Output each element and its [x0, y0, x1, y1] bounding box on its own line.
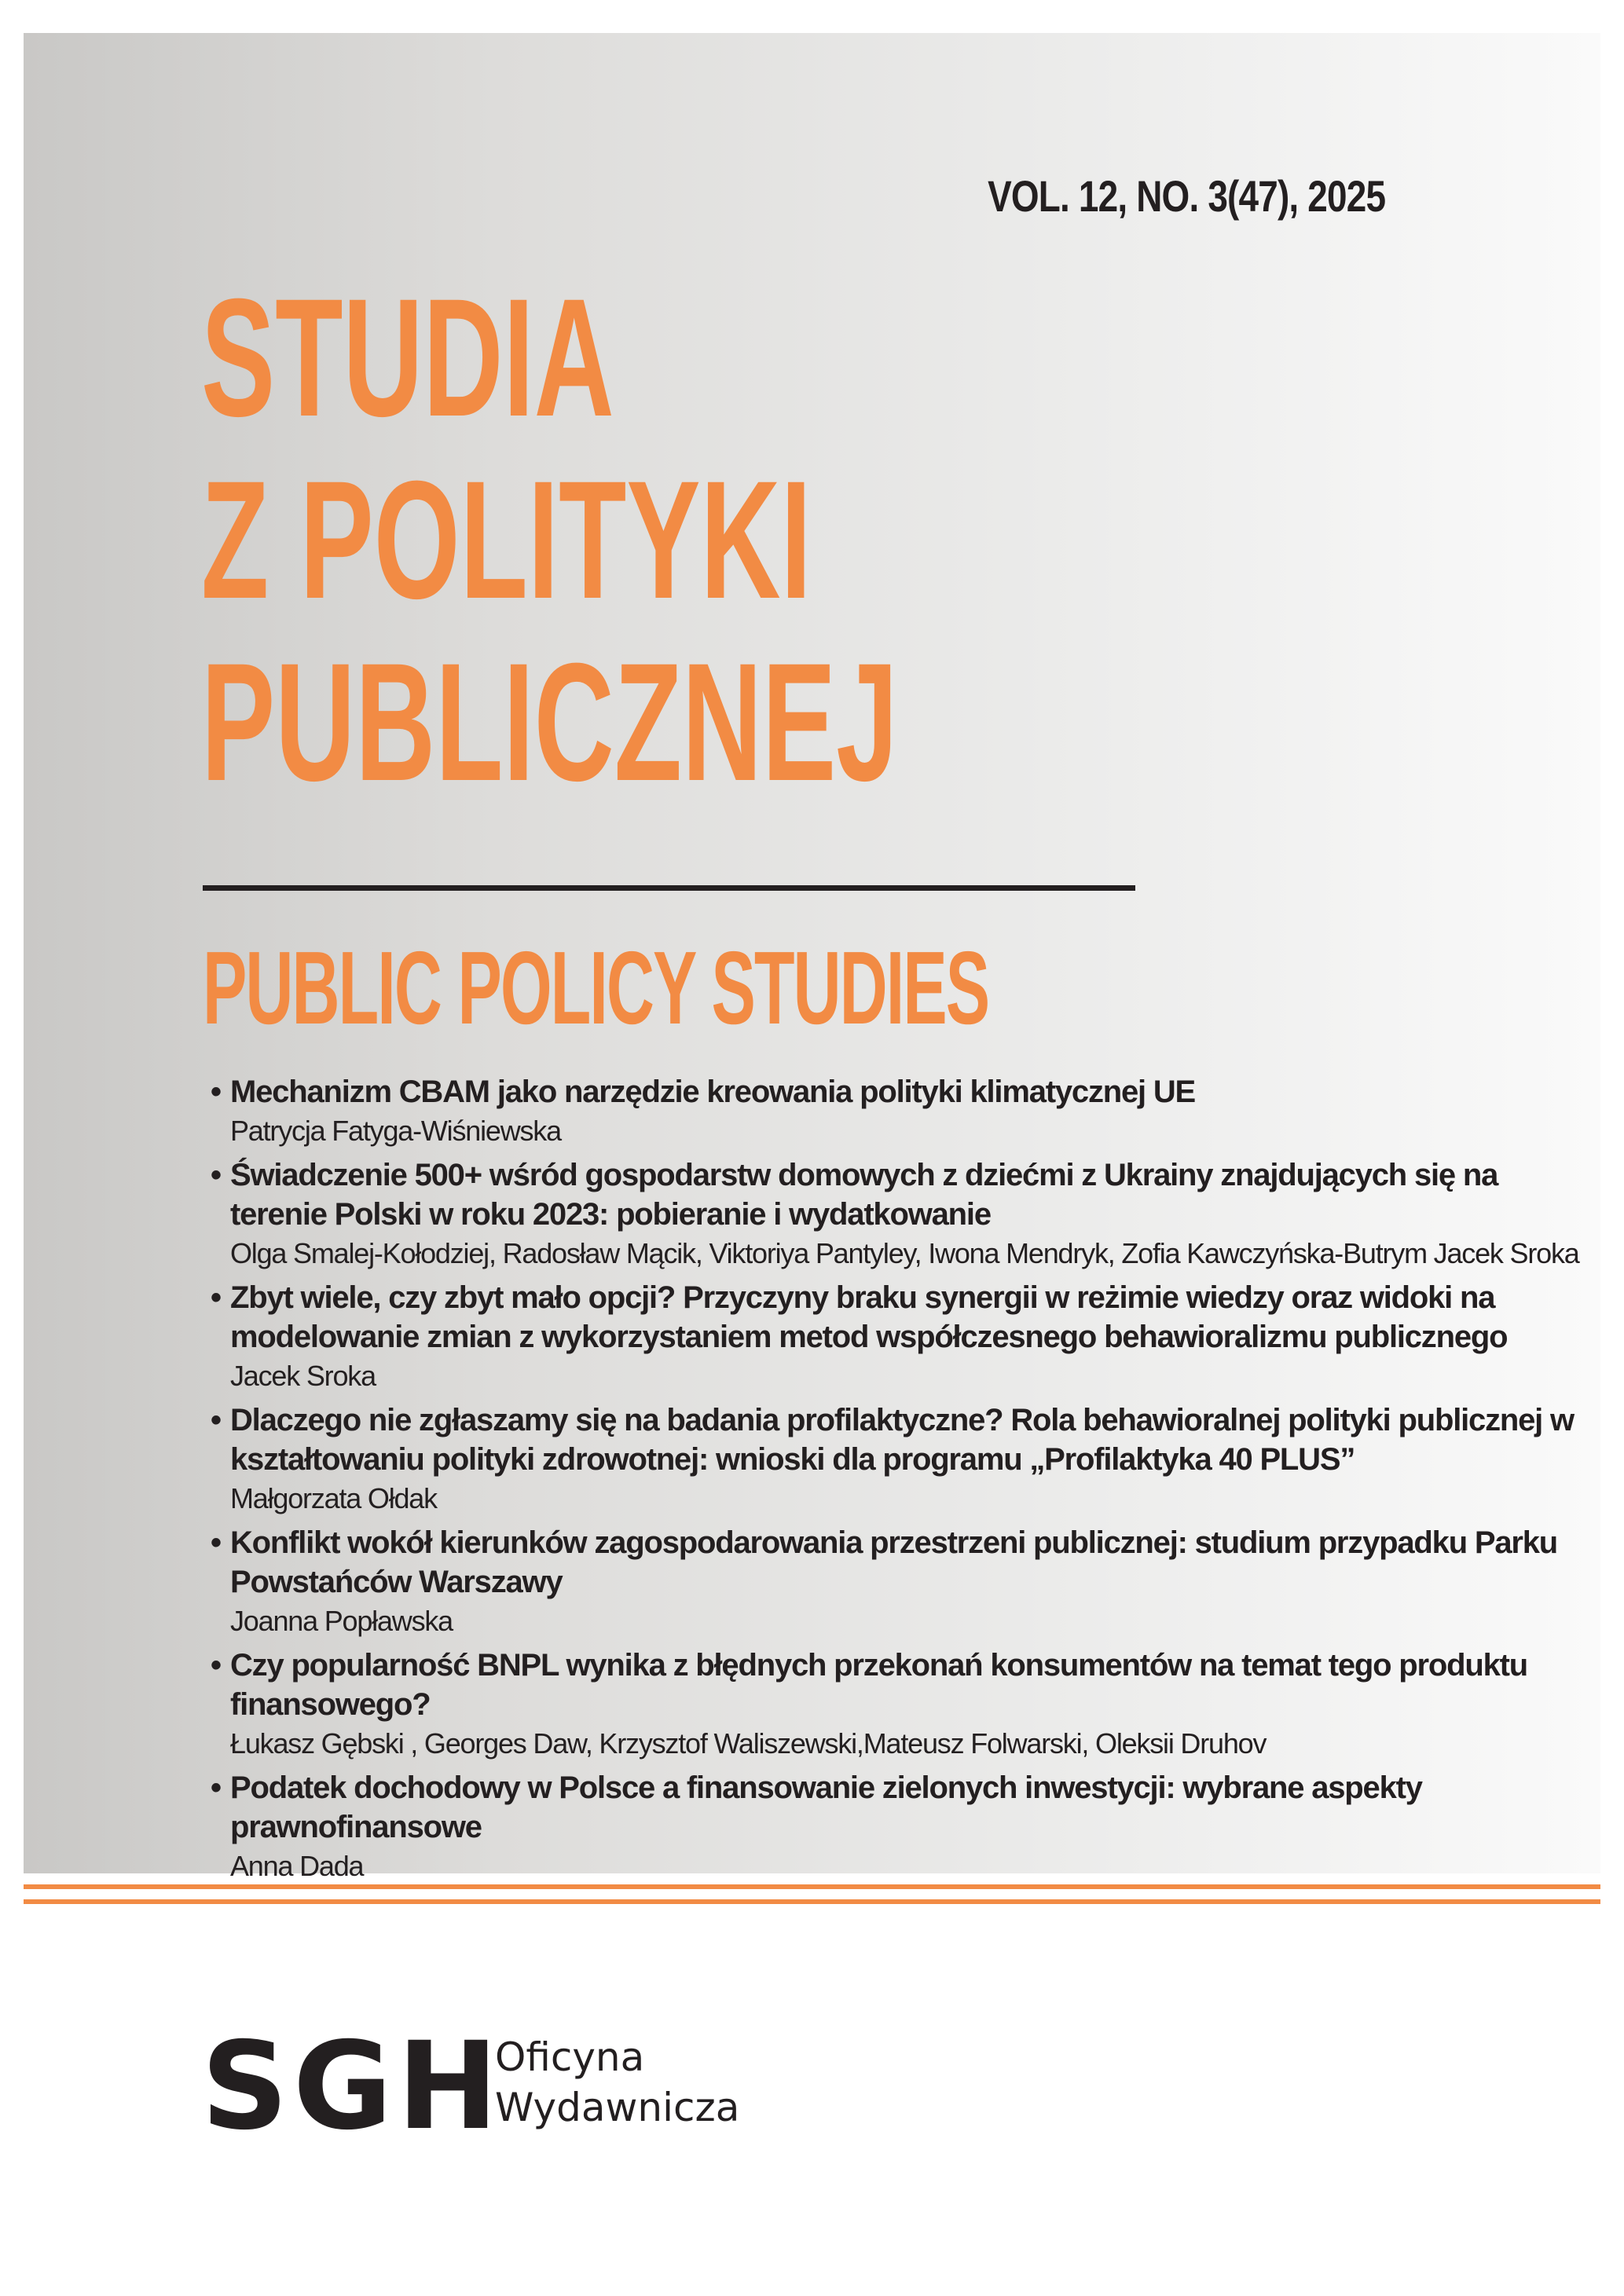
table-of-contents [211, 1072, 1586, 1891]
publisher-name [495, 2032, 739, 2133]
article-entry[interactable] [211, 1155, 1586, 1273]
sgh-logo: SGH [201, 2016, 504, 2157]
article-title: Czy popularność BNPL wynika z błędnych przekonań konsumentów na temat tego produktu finansowego? [230, 1648, 1528, 1722]
journal-title [201, 264, 898, 816]
bullet-icon: • [211, 1403, 222, 1437]
journal-subtitle: PUBLIC POLICY STUDIES [203, 930, 989, 1045]
title-line-2: Z POLITYKI [201, 446, 812, 634]
orange-rule-top [24, 1884, 1600, 1889]
bullet-icon: • [211, 1525, 222, 1560]
article-title: Świadczenie 500+ wśród gospodarstw domowych z dziećmi z Ukrainy znajdujących się na terenie Polski w roku 2023: pobieranie i wydatkowanie [230, 1158, 1498, 1232]
bullet-icon: • [211, 1648, 222, 1683]
title-line-1: STUDIA [201, 264, 614, 452]
volume-info: VOL. 12, NO. 3(47), 2025 [987, 171, 1385, 221]
article-title: Podatek dochodowy w Polsce a finansowanie zielonych inwestycji: wybrane aspekty prawnofinansowe [230, 1771, 1422, 1844]
bullet-icon: • [211, 1075, 222, 1109]
article-entry[interactable] [211, 1646, 1586, 1763]
article-title: Zbyt wiele, czy zbyt mało opcji? Przyczyny braku synergii w reżimie wiedzy oraz widoki na modelowanie zmian z wykorzystaniem metod współczesnego behawioralizmu publicznego [230, 1280, 1508, 1354]
article-title: Mechanizm CBAM jako narzędzie kreowania polityki klimatycznej UE [230, 1075, 1196, 1109]
bullet-icon: • [211, 1771, 222, 1805]
bullet-icon: • [211, 1280, 222, 1315]
article-authors: Joanna Popławska [230, 1605, 453, 1637]
article-title: Konflikt wokół kierunków zagospodarowania przestrzeni publicznej: studium przypadku Parku Powstańców Warszawy [230, 1525, 1558, 1599]
article-authors: Olga Smalej-Kołodziej, Radosław Mącik, Viktoriya Pantyley, Iwona Mendryk, Zofia Kawczyńska-Butrym Jacek Sroka [230, 1237, 1579, 1269]
article-authors: Jacek Sroka [230, 1360, 376, 1392]
article-authors: Anna Dada [230, 1850, 364, 1882]
title-divider [203, 885, 1135, 891]
article-authors: Małgorzata Ołdak [230, 1482, 437, 1514]
article-authors: Łukasz Gębski , Georges Daw, Krzysztof Waliszewski,Mateusz Folwarski, Oleksii Druhov [230, 1727, 1267, 1760]
publisher-line-1: Oficyna [495, 2034, 645, 2080]
article-entry[interactable] [211, 1401, 1586, 1518]
article-entry[interactable] [211, 1523, 1586, 1641]
article-entry[interactable] [211, 1072, 1586, 1151]
title-line-3: PUBLICZNEJ [201, 628, 898, 816]
orange-rule-bottom [24, 1899, 1600, 1904]
article-entry[interactable] [211, 1278, 1586, 1396]
article-authors: Patrycja Fatyga-Wiśniewska [230, 1115, 561, 1147]
publisher-line-2: Wydawnicza [495, 2085, 740, 2130]
article-title: Dlaczego nie zgłaszamy się na badania profilaktyczne? Rola behawioralnej polityki publicznej w kształtowaniu polityki zdrowotnej: wnioski dla programu „Profilaktyka 40 PLUS” [230, 1403, 1574, 1477]
bullet-icon: • [211, 1158, 222, 1192]
article-entry[interactable] [211, 1768, 1586, 1886]
